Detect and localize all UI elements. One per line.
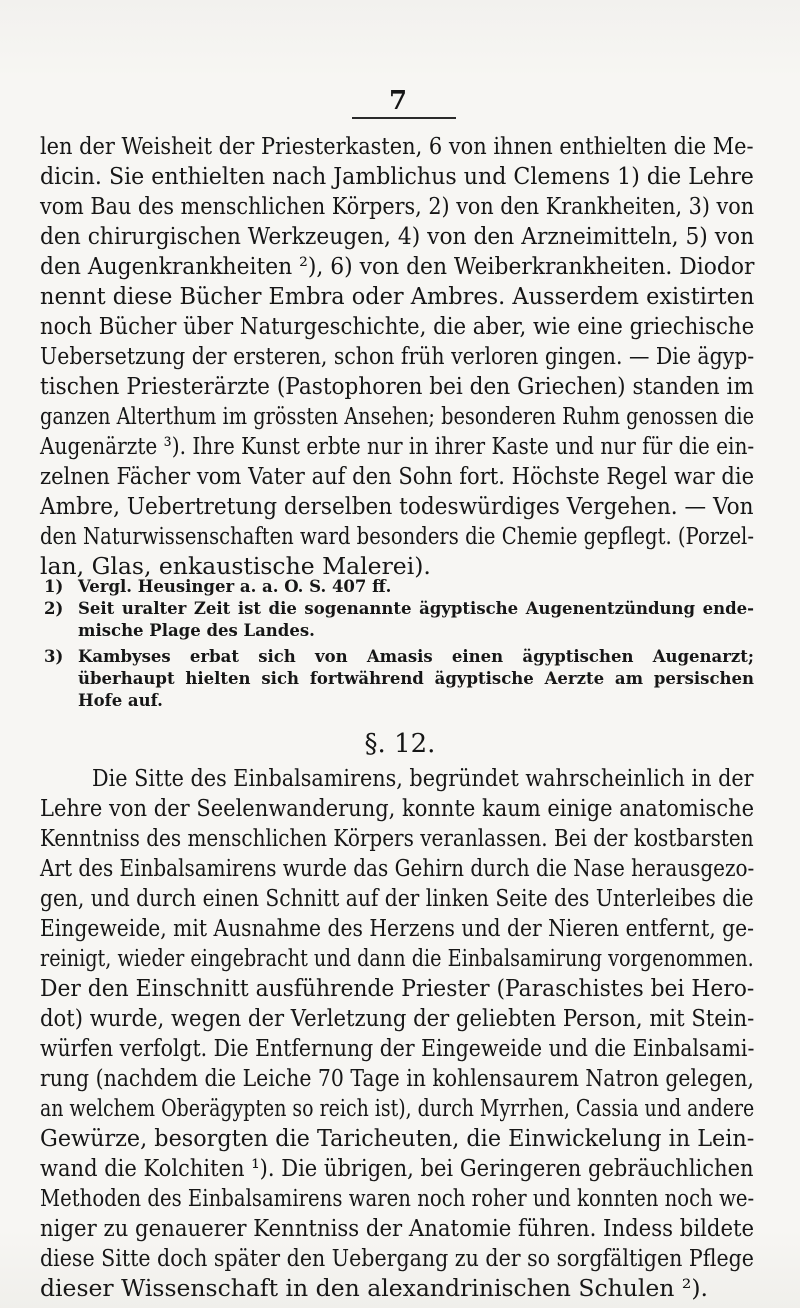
text-line: dicin. Sie enthielten nach Jamblichus und Clemens 1) die Lehre [40, 162, 754, 190]
footnote-line: Hofe auf. [78, 691, 163, 710]
text-line: niger zu genauerer Kenntniss der Anatomie führen. Indess bildete [40, 1214, 755, 1242]
text-line: Augenärzte ³). Ihre Kunst erbte nur in ihrer Kaste und nur für die ein- [40, 432, 755, 460]
text-line: nennt diese Bücher Embra oder Ambres. Ausserdem existirten [40, 282, 755, 310]
text-line: Gewürze, besorgten die Taricheuten, die Einwickelung in Lein- [40, 1124, 755, 1152]
text-line: Uebersetzung der ersteren, schon früh verloren gingen. — Die ägyp- [40, 342, 755, 370]
text-line: rung (nachdem die Leiche 70 Tage in kohlensaurem Natron gelegen, [40, 1064, 754, 1092]
text-line: vom Bau des menschlichen Körpers, 2) von den Krankheiten, 3) von [40, 192, 755, 220]
text-line: lan, Glas, enkaustische Malerei). [40, 552, 431, 580]
text-line: Eingeweide, mit Ausnahme des Herzens und der Nieren entfernt, ge- [40, 914, 754, 942]
text-line: gen, und durch einen Schnitt auf der linken Seite des Unterleibes die [40, 884, 754, 912]
text-line: zelnen Fächer vom Vater auf den Sohn fort. Höchste Regel war die [40, 462, 755, 490]
text-line: Methoden des Einbalsamirens waren noch roher und konnten noch we- [40, 1184, 755, 1212]
text-line: Ambre, Uebertretung derselben todeswürdiges Vergehen. — Von [40, 492, 754, 520]
text-line: Kenntniss des menschlichen Körpers veranlassen. Bei der kostbarsten [40, 824, 754, 852]
text-line: ganzen Alterthum im grössten Ansehen; besonderen Ruhm genossen die [40, 402, 755, 430]
text-line: den Augenkrankheiten ²), 6) von den Weiberkrankheiten. Diodor [40, 252, 755, 280]
footnote-line: Kambyses erbat sich von Amasis einen ägyptischen Augenarzt; [78, 647, 754, 666]
text-line: Art des Einbalsamirens wurde das Gehirn durch die Nase herausgezo- [40, 854, 755, 882]
text-line: Lehre von der Seelenwanderung, konnte kaum einige anatomische [40, 794, 755, 822]
page-number: 7 [388, 86, 408, 116]
text-line: len der Weisheit der Priesterkasten, 6 von ihnen enthielten die Me- [40, 132, 754, 160]
text-line: würfen verfolgt. Die Entfernung der Eingeweide und die Einbalsami- [40, 1034, 755, 1062]
footnote-line: Vergl. Heusinger a. a. O. S. 407 ff. [78, 577, 392, 596]
text-line: diese Sitte doch später den Uebergang zu der so sorgfältigen Pflege [40, 1244, 754, 1272]
text-line: tischen Priesterärzte (Pastophoren bei den Griechen) standen im [40, 372, 754, 400]
footnote-mark: 3) [44, 647, 64, 666]
page-number-rule [352, 117, 456, 119]
section-heading: §. 12. [364, 729, 436, 759]
text-line: an welchem Oberägypten so reich ist), durch Myrrhen, Cassia und andere [40, 1094, 755, 1122]
footnote-line: Seit uralter Zeit ist die sogenannte ägyptische Augenentzündung ende- [78, 599, 754, 618]
footnote-mark: 2) [44, 599, 64, 618]
footnote-mark: 1) [44, 577, 64, 596]
text-line: den Naturwissenschaften ward besonders die Chemie gepflegt. (Porzel- [40, 522, 754, 550]
footnote-line: mische Plage des Landes. [78, 621, 315, 640]
text-line: wand die Kolchiten ¹). Die übrigen, bei Geringeren gebräuchlichen [40, 1154, 754, 1182]
text-line: Der den Einschnitt ausführende Priester (Paraschistes bei Hero- [40, 974, 755, 1002]
text-line: Die Sitte des Einbalsamirens, begründet wahrscheinlich in der [92, 764, 754, 792]
text-line: noch Bücher über Naturgeschichte, die aber, wie eine griechische [40, 312, 755, 340]
text-line: dieser Wissenschaft in den alexandrinischen Schulen ²). [40, 1274, 708, 1302]
text-line: dot) wurde, wegen der Verletzung der geliebten Person, mit Stein- [40, 1004, 755, 1032]
text-line: reinigt, wieder eingebracht und dann die Einbalsamirung vorgenommen. [40, 944, 754, 972]
footnote-line: überhaupt hielten sich fortwährend ägyptische Aerzte am persischen [78, 669, 754, 688]
text-line: den chirurgischen Werkzeugen, 4) von den Arzneimitteln, 5) von [40, 222, 755, 250]
